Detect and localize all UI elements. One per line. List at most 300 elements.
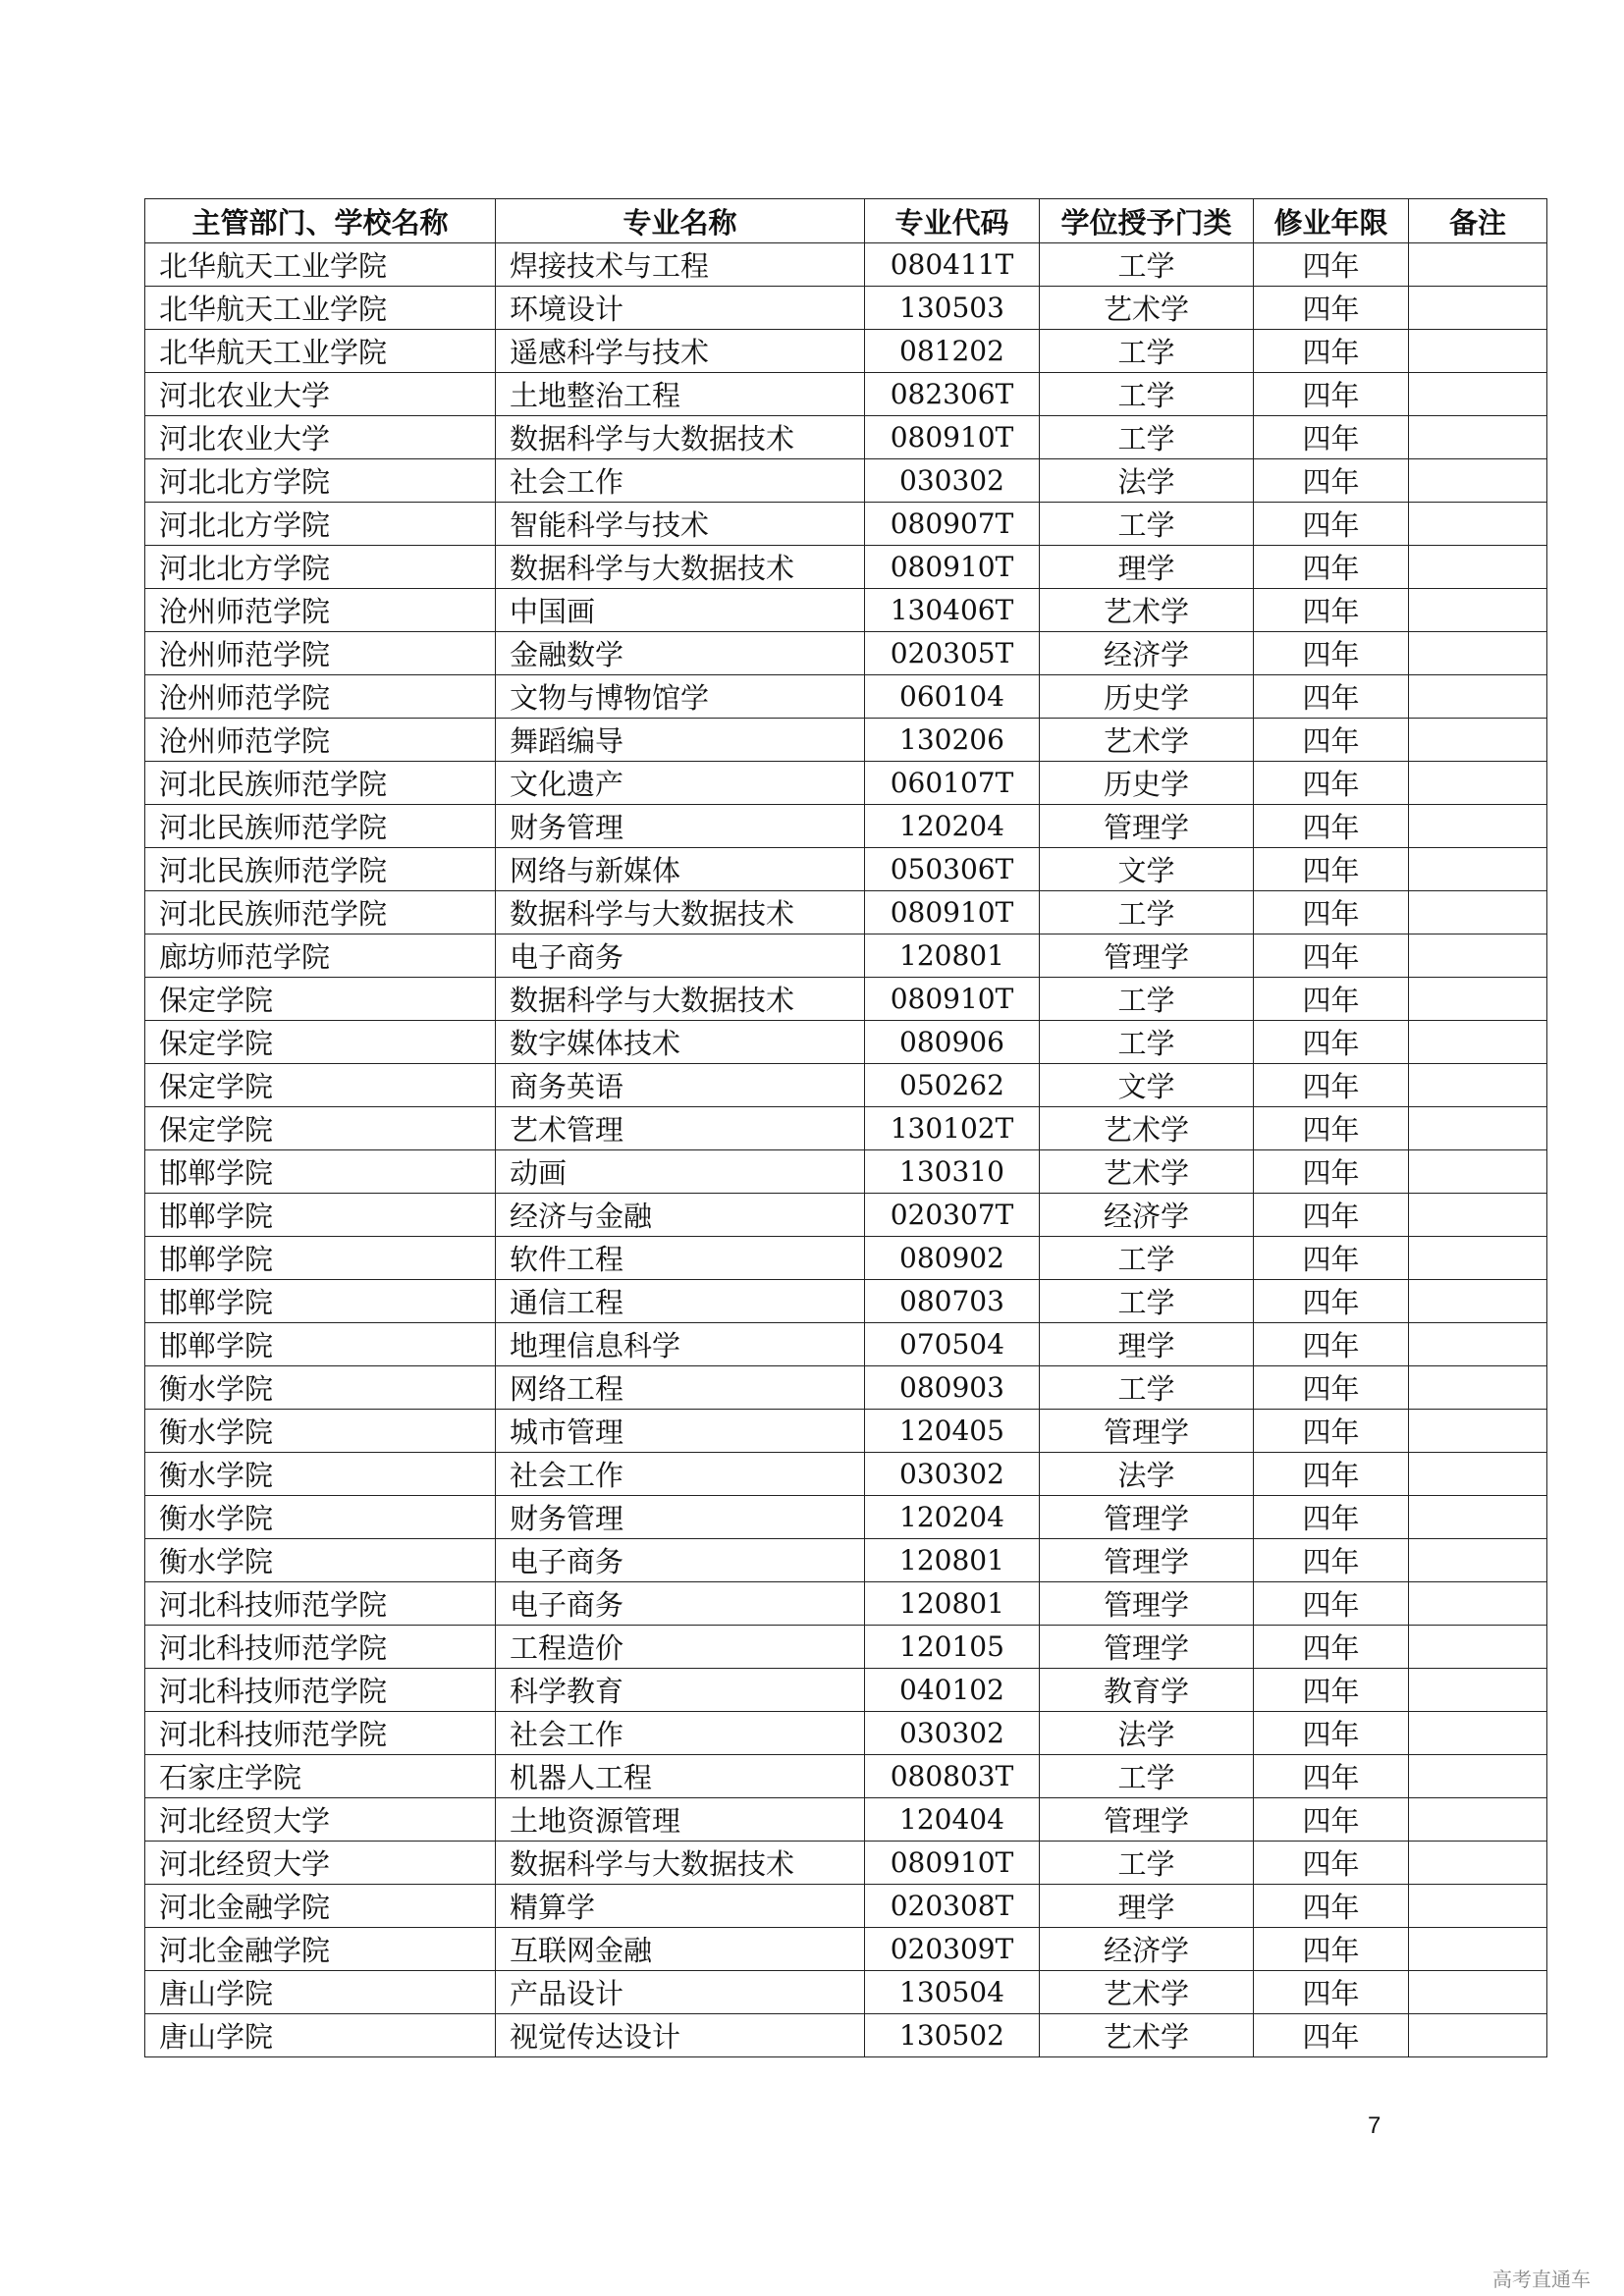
cell-years: 四年 [1254,1453,1409,1496]
cell-code: 060107T [865,762,1040,805]
cell-major: 软件工程 [496,1237,865,1280]
cell-remarks [1409,719,1547,762]
cell-code: 080906 [865,1021,1040,1064]
cell-code: 030302 [865,1712,1040,1755]
cell-degree: 管理学 [1040,934,1254,978]
majors-table [144,198,1547,2057]
cell-school: 沧州师范学院 [145,719,496,762]
cell-code: 050262 [865,1064,1040,1107]
cell-school: 河北民族师范学院 [145,891,496,934]
header-row [145,199,1547,243]
cell-remarks [1409,1107,1547,1150]
cell-major: 地理信息科学 [496,1323,865,1366]
table-row [145,848,1547,891]
cell-code: 120204 [865,805,1040,848]
cell-years: 四年 [1254,1194,1409,1237]
table-row [145,1626,1547,1669]
cell-years: 四年 [1254,1582,1409,1626]
cell-major: 网络工程 [496,1366,865,1410]
cell-remarks [1409,1755,1547,1798]
cell-years: 四年 [1254,1323,1409,1366]
cell-code: 130502 [865,2014,1040,2057]
cell-school: 河北北方学院 [145,503,496,546]
cell-degree: 历史学 [1040,762,1254,805]
cell-degree: 法学 [1040,1712,1254,1755]
cell-years: 四年 [1254,1755,1409,1798]
cell-remarks [1409,287,1547,330]
cell-major: 视觉传达设计 [496,2014,865,2057]
cell-school: 沧州师范学院 [145,589,496,632]
cell-degree: 工学 [1040,1280,1254,1323]
cell-school: 河北科技师范学院 [145,1669,496,1712]
cell-major: 产品设计 [496,1971,865,2014]
table-row [145,1539,1547,1582]
table-row [145,243,1547,287]
cell-years: 四年 [1254,330,1409,373]
cell-years: 四年 [1254,978,1409,1021]
cell-major: 数字媒体技术 [496,1021,865,1064]
cell-years: 四年 [1254,1064,1409,1107]
cell-major: 城市管理 [496,1410,865,1453]
cell-remarks [1409,1885,1547,1928]
cell-major: 电子商务 [496,934,865,978]
cell-remarks [1409,330,1547,373]
table-row [145,1194,1547,1237]
cell-code: 080910T [865,546,1040,589]
cell-degree: 文学 [1040,848,1254,891]
cell-remarks [1409,1150,1547,1194]
cell-code: 080910T [865,1842,1040,1885]
cell-school: 北华航天工业学院 [145,243,496,287]
cell-remarks [1409,1928,1547,1971]
table-row [145,1453,1547,1496]
cell-code: 080803T [865,1755,1040,1798]
table-row [145,978,1547,1021]
cell-remarks [1409,762,1547,805]
cell-years: 四年 [1254,1669,1409,1712]
cell-years: 四年 [1254,1798,1409,1842]
cell-major: 环境设计 [496,287,865,330]
cell-major: 焊接技术与工程 [496,243,865,287]
cell-degree: 管理学 [1040,1626,1254,1669]
cell-school: 河北农业大学 [145,416,496,459]
cell-code: 120801 [865,1539,1040,1582]
table-row [145,1323,1547,1366]
cell-degree: 艺术学 [1040,1971,1254,2014]
table-row [145,1669,1547,1712]
cell-remarks [1409,978,1547,1021]
table-row [145,287,1547,330]
cell-major: 经济与金融 [496,1194,865,1237]
cell-major: 数据科学与大数据技术 [496,546,865,589]
cell-major: 艺术管理 [496,1107,865,1150]
cell-degree: 工学 [1040,1755,1254,1798]
cell-school: 河北金融学院 [145,1885,496,1928]
cell-degree: 理学 [1040,546,1254,589]
cell-degree: 管理学 [1040,1410,1254,1453]
cell-remarks [1409,546,1547,589]
cell-major: 社会工作 [496,1453,865,1496]
cell-code: 080910T [865,978,1040,1021]
header-major: 专业名称 [496,199,865,243]
cell-remarks [1409,243,1547,287]
cell-code: 080902 [865,1237,1040,1280]
cell-years: 四年 [1254,1366,1409,1410]
cell-remarks [1409,1410,1547,1453]
cell-remarks [1409,416,1547,459]
cell-degree: 工学 [1040,1021,1254,1064]
table-row [145,416,1547,459]
cell-major: 舞蹈编导 [496,719,865,762]
cell-code: 080703 [865,1280,1040,1323]
cell-major: 电子商务 [496,1539,865,1582]
cell-major: 精算学 [496,1885,865,1928]
cell-school: 保定学院 [145,978,496,1021]
cell-years: 四年 [1254,243,1409,287]
cell-code: 040102 [865,1669,1040,1712]
table-row [145,891,1547,934]
cell-school: 邯郸学院 [145,1194,496,1237]
cell-years: 四年 [1254,1712,1409,1755]
cell-years: 四年 [1254,416,1409,459]
cell-school: 北华航天工业学院 [145,330,496,373]
cell-code: 080907T [865,503,1040,546]
cell-school: 河北北方学院 [145,459,496,503]
cell-school: 保定学院 [145,1021,496,1064]
cell-degree: 艺术学 [1040,2014,1254,2057]
table-row [145,1582,1547,1626]
cell-years: 四年 [1254,459,1409,503]
cell-years: 四年 [1254,589,1409,632]
cell-major: 机器人工程 [496,1755,865,1798]
cell-school: 衡水学院 [145,1366,496,1410]
cell-major: 财务管理 [496,1496,865,1539]
cell-degree: 艺术学 [1040,1107,1254,1150]
cell-years: 四年 [1254,1928,1409,1971]
cell-years: 四年 [1254,1237,1409,1280]
cell-school: 唐山学院 [145,2014,496,2057]
cell-degree: 艺术学 [1040,589,1254,632]
cell-code: 080903 [865,1366,1040,1410]
cell-major: 社会工作 [496,1712,865,1755]
cell-years: 四年 [1254,1021,1409,1064]
cell-school: 衡水学院 [145,1453,496,1496]
table-row [145,1366,1547,1410]
cell-years: 四年 [1254,891,1409,934]
cell-major: 工程造价 [496,1626,865,1669]
cell-code: 130406T [865,589,1040,632]
cell-school: 河北科技师范学院 [145,1712,496,1755]
table-row [145,1928,1547,1971]
cell-degree: 法学 [1040,459,1254,503]
cell-years: 四年 [1254,805,1409,848]
cell-remarks [1409,1237,1547,1280]
cell-school: 衡水学院 [145,1496,496,1539]
cell-remarks [1409,1842,1547,1885]
cell-degree: 文学 [1040,1064,1254,1107]
cell-degree: 工学 [1040,330,1254,373]
cell-code: 020305T [865,632,1040,675]
table-row [145,675,1547,719]
cell-code: 020308T [865,1885,1040,1928]
cell-degree: 管理学 [1040,1496,1254,1539]
cell-school: 衡水学院 [145,1539,496,1582]
cell-code: 120105 [865,1626,1040,1669]
cell-major: 文化遗产 [496,762,865,805]
table-row [145,1237,1547,1280]
table-row [145,719,1547,762]
table-row [145,373,1547,416]
cell-remarks [1409,805,1547,848]
cell-remarks [1409,1280,1547,1323]
cell-school: 河北北方学院 [145,546,496,589]
cell-remarks [1409,1669,1547,1712]
table-row [145,1755,1547,1798]
table-row [145,1798,1547,1842]
table-row [145,1021,1547,1064]
header-code: 专业代码 [865,199,1040,243]
cell-degree: 艺术学 [1040,719,1254,762]
table-row [145,503,1547,546]
cell-years: 四年 [1254,1626,1409,1669]
cell-code: 120801 [865,1582,1040,1626]
cell-code: 080411T [865,243,1040,287]
cell-years: 四年 [1254,503,1409,546]
table-row [145,589,1547,632]
cell-years: 四年 [1254,848,1409,891]
watermark: 高考直通车 [1492,2268,1591,2291]
cell-major: 土地整治工程 [496,373,865,416]
cell-years: 四年 [1254,1971,1409,2014]
header-school: 主管部门、学校名称 [145,199,496,243]
cell-school: 河北科技师范学院 [145,1582,496,1626]
table-body [145,243,1547,2057]
cell-degree: 工学 [1040,243,1254,287]
cell-major: 数据科学与大数据技术 [496,891,865,934]
cell-major: 通信工程 [496,1280,865,1323]
cell-code: 130503 [865,287,1040,330]
cell-degree: 理学 [1040,1885,1254,1928]
cell-school: 石家庄学院 [145,1755,496,1798]
cell-major: 电子商务 [496,1582,865,1626]
cell-remarks [1409,891,1547,934]
cell-years: 四年 [1254,1410,1409,1453]
cell-degree: 经济学 [1040,1928,1254,1971]
cell-major: 财务管理 [496,805,865,848]
cell-remarks [1409,1366,1547,1410]
cell-remarks [1409,373,1547,416]
cell-major: 智能科学与技术 [496,503,865,546]
cell-degree: 工学 [1040,1366,1254,1410]
cell-years: 四年 [1254,632,1409,675]
cell-remarks [1409,1798,1547,1842]
cell-school: 北华航天工业学院 [145,287,496,330]
cell-remarks [1409,1496,1547,1539]
cell-major: 科学教育 [496,1669,865,1712]
cell-code: 120405 [865,1410,1040,1453]
cell-school: 河北民族师范学院 [145,805,496,848]
cell-remarks [1409,934,1547,978]
cell-major: 数据科学与大数据技术 [496,1842,865,1885]
table-row [145,1712,1547,1755]
cell-degree: 管理学 [1040,1582,1254,1626]
cell-remarks [1409,2014,1547,2057]
cell-degree: 工学 [1040,1237,1254,1280]
table-row [145,1410,1547,1453]
cell-remarks [1409,1539,1547,1582]
cell-degree: 工学 [1040,891,1254,934]
table-row [145,1280,1547,1323]
cell-years: 四年 [1254,2014,1409,2057]
cell-remarks [1409,848,1547,891]
cell-major: 互联网金融 [496,1928,865,1971]
cell-major: 数据科学与大数据技术 [496,978,865,1021]
cell-remarks [1409,675,1547,719]
cell-years: 四年 [1254,287,1409,330]
table-row [145,1971,1547,2014]
cell-remarks [1409,1453,1547,1496]
cell-degree: 理学 [1040,1323,1254,1366]
cell-school: 河北经贸大学 [145,1842,496,1885]
cell-school: 廊坊师范学院 [145,934,496,978]
cell-remarks [1409,589,1547,632]
table-row [145,1885,1547,1928]
cell-school: 邯郸学院 [145,1237,496,1280]
cell-degree: 艺术学 [1040,287,1254,330]
cell-school: 沧州师范学院 [145,632,496,675]
table-row [145,2014,1547,2057]
cell-major: 网络与新媒体 [496,848,865,891]
table-row [145,459,1547,503]
cell-major: 土地资源管理 [496,1798,865,1842]
cell-school: 邯郸学院 [145,1150,496,1194]
cell-school: 河北经贸大学 [145,1798,496,1842]
cell-years: 四年 [1254,762,1409,805]
cell-code: 020307T [865,1194,1040,1237]
cell-code: 020309T [865,1928,1040,1971]
cell-years: 四年 [1254,373,1409,416]
table-row [145,330,1547,373]
cell-code: 080910T [865,416,1040,459]
table-row [145,1064,1547,1107]
cell-degree: 管理学 [1040,1539,1254,1582]
cell-code: 130102T [865,1107,1040,1150]
cell-years: 四年 [1254,1885,1409,1928]
table-row [145,1842,1547,1885]
cell-years: 四年 [1254,1280,1409,1323]
cell-remarks [1409,1712,1547,1755]
cell-major: 中国画 [496,589,865,632]
cell-years: 四年 [1254,1496,1409,1539]
cell-code: 120801 [865,934,1040,978]
table-row [145,632,1547,675]
page-number: 7 [1368,2112,1381,2139]
cell-code: 060104 [865,675,1040,719]
cell-code: 130504 [865,1971,1040,2014]
cell-major: 文物与博物馆学 [496,675,865,719]
cell-degree: 法学 [1040,1453,1254,1496]
cell-years: 四年 [1254,1842,1409,1885]
cell-remarks [1409,459,1547,503]
cell-code: 081202 [865,330,1040,373]
cell-degree: 工学 [1040,416,1254,459]
cell-code: 050306T [865,848,1040,891]
table-row [145,762,1547,805]
cell-years: 四年 [1254,934,1409,978]
cell-years: 四年 [1254,546,1409,589]
cell-degree: 工学 [1040,373,1254,416]
cell-remarks [1409,1064,1547,1107]
header-degree: 学位授予门类 [1040,199,1254,243]
table-row [145,1496,1547,1539]
cell-years: 四年 [1254,1150,1409,1194]
cell-code: 030302 [865,459,1040,503]
cell-years: 四年 [1254,1539,1409,1582]
cell-remarks [1409,1323,1547,1366]
cell-code: 130206 [865,719,1040,762]
cell-code: 082306T [865,373,1040,416]
table-row [145,934,1547,978]
cell-major: 社会工作 [496,459,865,503]
cell-major: 数据科学与大数据技术 [496,416,865,459]
cell-major: 金融数学 [496,632,865,675]
cell-code: 080910T [865,891,1040,934]
table-row [145,805,1547,848]
cell-degree: 工学 [1040,978,1254,1021]
cell-school: 河北金融学院 [145,1928,496,1971]
cell-years: 四年 [1254,719,1409,762]
cell-school: 邯郸学院 [145,1280,496,1323]
cell-school: 保定学院 [145,1107,496,1150]
cell-degree: 工学 [1040,1842,1254,1885]
cell-years: 四年 [1254,675,1409,719]
cell-code: 130310 [865,1150,1040,1194]
cell-degree: 经济学 [1040,1194,1254,1237]
cell-remarks [1409,1194,1547,1237]
cell-remarks [1409,503,1547,546]
table-row [145,1107,1547,1150]
cell-degree: 经济学 [1040,632,1254,675]
cell-remarks [1409,1626,1547,1669]
cell-school: 唐山学院 [145,1971,496,2014]
cell-school: 河北科技师范学院 [145,1626,496,1669]
cell-school: 邯郸学院 [145,1323,496,1366]
cell-major: 遥感科学与技术 [496,330,865,373]
cell-degree: 管理学 [1040,805,1254,848]
cell-remarks [1409,1021,1547,1064]
cell-code: 070504 [865,1323,1040,1366]
table-row [145,546,1547,589]
cell-school: 衡水学院 [145,1410,496,1453]
cell-school: 河北民族师范学院 [145,848,496,891]
cell-degree: 历史学 [1040,675,1254,719]
cell-school: 保定学院 [145,1064,496,1107]
cell-school: 河北农业大学 [145,373,496,416]
cell-remarks [1409,1971,1547,2014]
cell-code: 120404 [865,1798,1040,1842]
cell-years: 四年 [1254,1107,1409,1150]
header-years: 修业年限 [1254,199,1409,243]
cell-major: 商务英语 [496,1064,865,1107]
cell-code: 120204 [865,1496,1040,1539]
cell-school: 河北民族师范学院 [145,762,496,805]
cell-school: 沧州师范学院 [145,675,496,719]
cell-remarks [1409,1582,1547,1626]
cell-degree: 管理学 [1040,1798,1254,1842]
cell-major: 动画 [496,1150,865,1194]
cell-remarks [1409,632,1547,675]
table-row [145,1150,1547,1194]
